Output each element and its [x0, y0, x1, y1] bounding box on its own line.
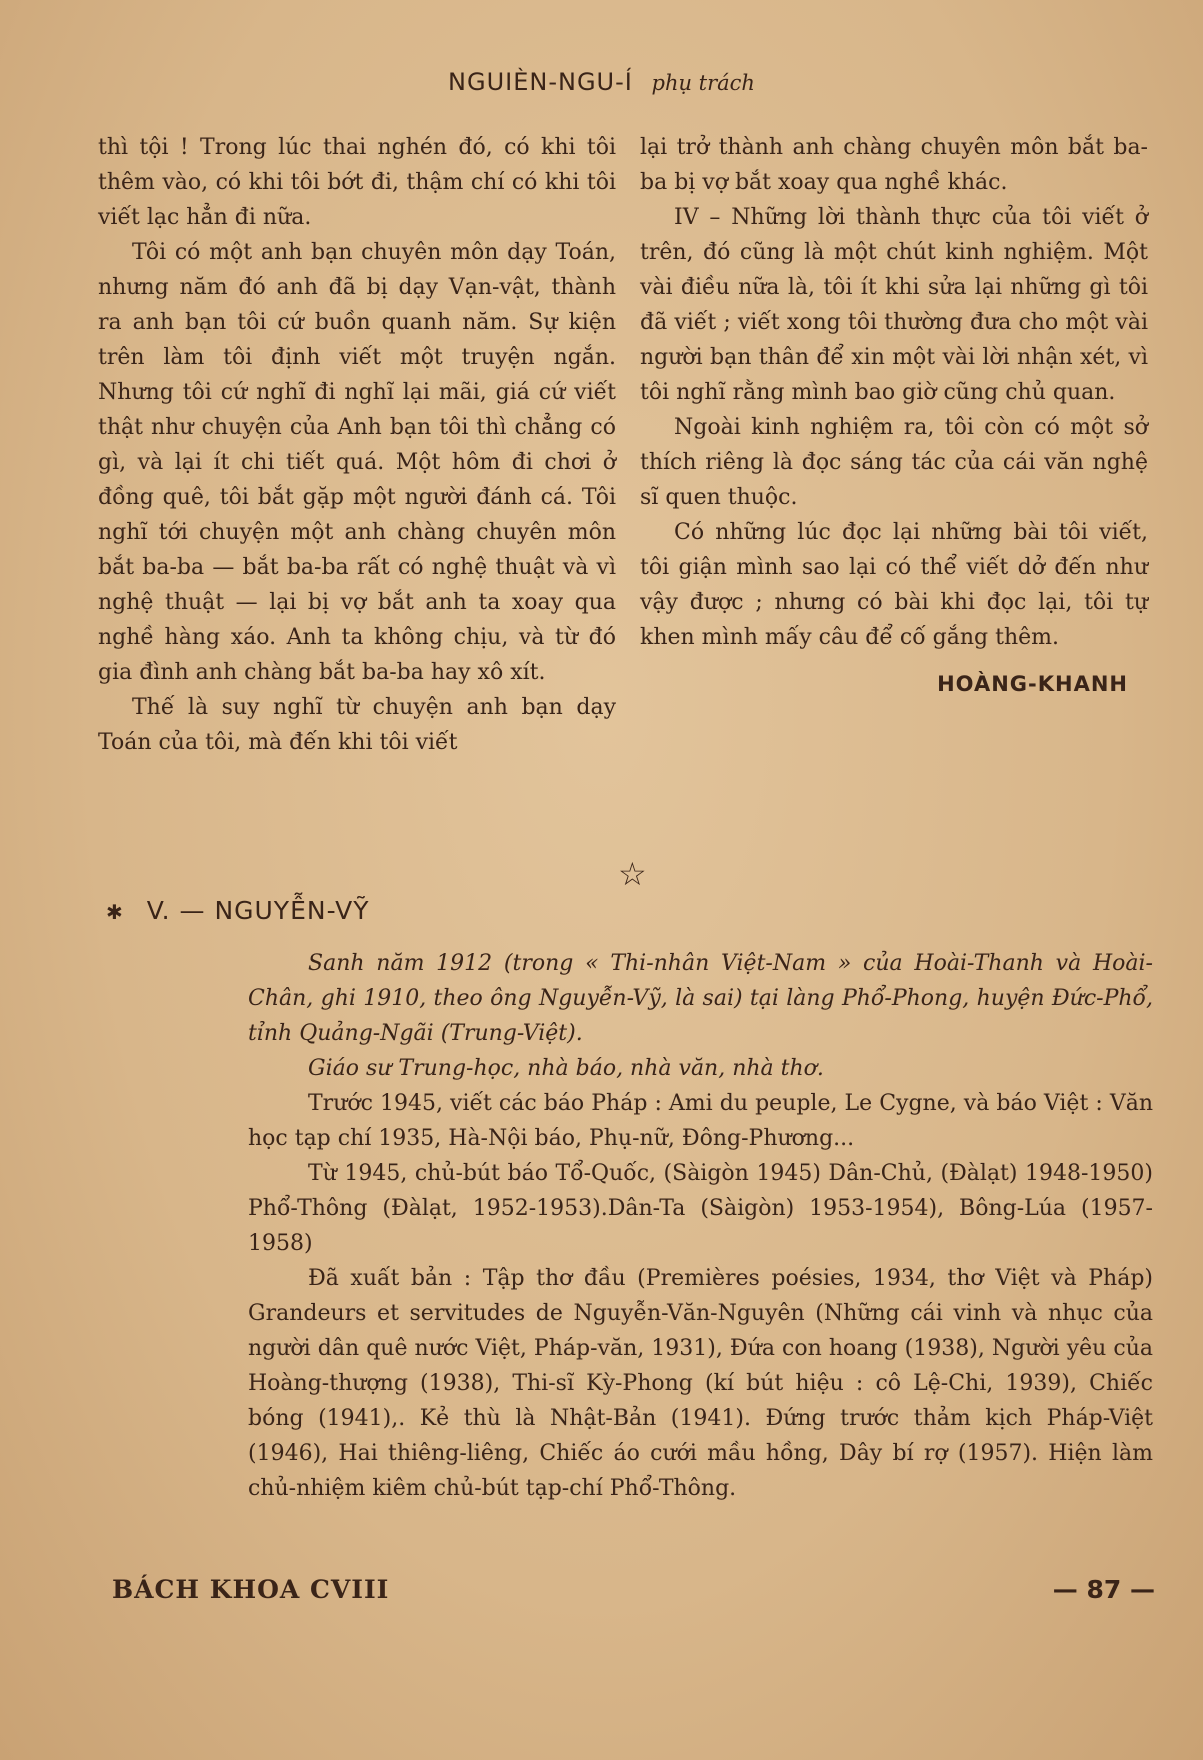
star-icon: ☆: [618, 855, 647, 893]
right-paragraph-2: IV – Những lời thành thực của tôi viết ở trên, đó cũng là một chút kinh nghiệm. Một vài điều nữa là, tôi ít khi sửa lại những gì tôi đã viết ; viết xong tôi thường đưa cho một vài người bạn thân để xin một vài lời nhận xét, vì tôi nghĩ rằng mình bao giờ cũng chủ quan.: [640, 205, 1148, 405]
right-paragraph-4: Có những lúc đọc lại những bài tôi viết, tôi giận mình sao lại có thể viết dở đến như vậy được ; nhưng có bài khi đọc lại, tôi tự khen mình mấy câu để cố gắng thêm.: [640, 520, 1148, 650]
left-paragraph-1: thì tội ! Trong lúc thai nghén đó, có khi tôi thêm vào, có khi tôi bớt đi, thậm chí có khi tôi viết lạc hẳn đi nữa.: [98, 135, 616, 230]
bullet-icon: ✱: [106, 900, 124, 924]
biography: [248, 946, 1153, 1506]
journal-footer: BÁCH KHOA CVIII: [112, 1575, 390, 1604]
header-name: NGUIÈN-NGU-Í: [448, 68, 633, 96]
bio-paragraph-3: Trước 1945, viết các báo Pháp : Ami du peuple, Le Cygne, và báo Việt : Văn học tạp chí 1935, Hà-Nội báo, Phụ-nữ, Đông-Phương...: [248, 1091, 1153, 1151]
bio-paragraph-5: Đã xuất bản : Tập thơ đầu (Premières poésies, 1934, thơ Việt và Pháp) Grandeurs et servitudes de Nguyễn-Văn-Nguyên (Những cái vinh và nhục của người dân quê nước Việt, Pháp-văn, 1931), Đứa con hoang (1938), Người yêu của Hoàng-thượng (1938), Thi-sĩ Kỳ-Phong (kí bút hiệu : cô Lệ-Chi, 1939), Chiếc bóng (1941),. Kẻ thù là Nhật-Bản (1941). Đứng trước thảm kịch Pháp-Việt (1946), Hai thiêng-liêng, Chiếc áo cưới mầu hồng, Dây bí rợ (1957). Hiện làm chủ-nhiệm kiêm chủ-bút tạp-chí Phổ-Thông.: [248, 1266, 1153, 1501]
section-title: V. — NGUYỄN-VỸ: [146, 896, 370, 925]
left-paragraph-3: Thế là suy nghĩ từ chuyện anh bạn dạy Toán của tôi, mà đến khi tôi viết: [98, 695, 616, 755]
bio-paragraph-1: Sanh năm 1912 (trong « Thi-nhân Việt-Nam » của Hoài-Thanh và Hoài-Chân, ghi 1910, theo ông Nguyễn-Vỹ, là sai) tại làng Phổ-Phong, huyện Đức-Phổ, tỉnh Quảng-Ngãi (Trung-Việt).: [248, 951, 1153, 1046]
page-number: — 87 —: [1052, 1575, 1155, 1604]
right-paragraph-1: lại trở thành anh chàng chuyên môn bắt ba-ba bị vợ bắt xoay qua nghề khác.: [640, 135, 1148, 195]
bio-paragraph-4: Từ 1945, chủ-bút báo Tổ-Quốc, (Sàigòn 1945) Dân-Chủ, (Đàlạt) 1948-1950) Phổ-Thông (Đàlạt, 1952-1953).Dân-Ta (Sàigòn) 1953-1954), Bông-Lúa (1957-1958): [248, 1161, 1153, 1256]
header-role: phụ trách: [651, 71, 755, 95]
bio-paragraph-2: Giáo sư Trung-học, nhà báo, nhà văn, nhà thơ.: [308, 1056, 824, 1081]
author-signature: HOÀNG-KHANH: [937, 672, 1128, 696]
left-column: [98, 130, 616, 760]
page-header: [0, 68, 1203, 96]
left-paragraph-2: Tôi có một anh bạn chuyên môn dạy Toán, nhưng năm đó anh đã bị dạy Vạn-vật, thành ra anh bạn tôi cứ buồn quanh năm. Sự kiện trên làm tôi định viết một truyện ngắn. Nhưng tôi cứ nghĩ đi nghĩ lại mãi, giá cứ viết thật như chuyện của Anh bạn tôi thì chẳng có gì, và lại ít chi tiết quá. Một hôm đi chơi ở đồng quê, tôi bắt gặp một người đánh cá. Tôi nghĩ tới chuyện một anh chàng chuyên môn bắt ba-ba — bắt ba-ba rất có nghệ thuật và vì nghệ thuật — lại bị vợ bắt anh ta xoay qua nghề hàng xáo. Anh ta không chịu, và từ đó gia đình anh chàng bắt ba-ba hay xô xít.: [98, 240, 616, 685]
right-column: [640, 130, 1148, 702]
section-heading: [106, 896, 370, 925]
right-paragraph-3: Ngoài kinh nghiệm ra, tôi còn có một sở thích riêng là đọc sáng tác của cái văn nghệ sĩ quen thuộc.: [640, 415, 1148, 510]
